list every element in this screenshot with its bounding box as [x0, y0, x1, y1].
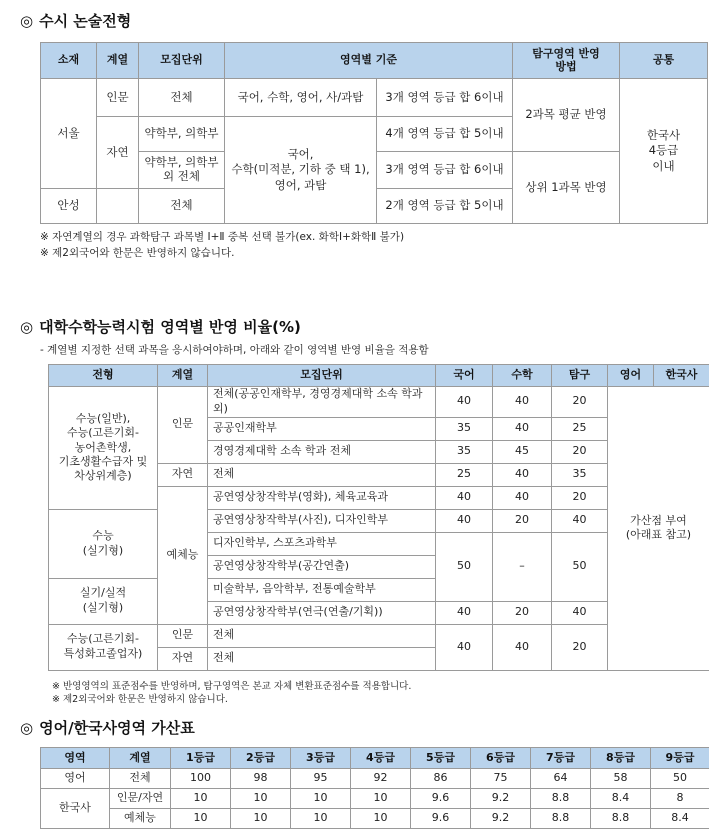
double-circle-icon: ◎	[20, 719, 33, 737]
col-header: 영어	[608, 365, 654, 387]
double-circle-icon: ◎	[20, 318, 33, 336]
unit-cell: 전체	[208, 624, 436, 647]
value-cell: 9.6	[411, 789, 471, 809]
col-header: 영역	[41, 748, 110, 769]
unit-cell: 전체	[139, 79, 225, 117]
section-description: - 계열별 지정한 선택 과목을 응시하여야하며, 아래와 같이 영역별 반영 비율을 적용함	[40, 342, 429, 357]
grade-cell: 2개 영역 등급 합 5이내	[377, 189, 513, 224]
col-header: 전형	[49, 365, 158, 387]
value-cell: 20	[493, 601, 552, 624]
table-row	[41, 769, 709, 789]
unit-cell: 전체	[139, 189, 225, 224]
series-cell: 인문/자연	[110, 789, 171, 809]
value-cell: 50	[651, 769, 709, 789]
table-header-row	[41, 748, 709, 769]
value-cell: 100	[171, 769, 231, 789]
footnote: ※ 반영영역의 표준점수를 반영하며, 탐구영역은 본교 자체 변환표준점수를 적용합니다.	[52, 678, 411, 692]
col-header: 탐구영역 반영 방법	[513, 43, 620, 79]
area-cell: 한국사	[41, 789, 110, 829]
col-header: 8등급	[591, 748, 651, 769]
series-cell: 예체능	[158, 486, 208, 624]
value-cell: 10	[231, 809, 291, 829]
grade-cell: 3개 영역 등급 합 6이내	[377, 152, 513, 189]
table-row	[49, 387, 709, 418]
value-cell: 8.8	[531, 789, 591, 809]
col-header: 계열	[158, 365, 208, 387]
value-cell: 35	[552, 463, 608, 486]
value-cell: 45	[493, 440, 552, 463]
value-cell: 8.4	[591, 789, 651, 809]
col-header: 5등급	[411, 748, 471, 769]
value-cell: 50	[552, 532, 608, 601]
unit-cell: 전체	[208, 463, 436, 486]
criteria-cell: 국어, 수학, 영어, 사/과탐	[225, 79, 377, 117]
unit-cell: 미술학부, 음악학부, 전통예술학부	[208, 578, 436, 601]
col-header: 수학	[493, 365, 552, 387]
col-header: 계열	[97, 43, 139, 79]
unit-cell: 공연영상창작학부(사진), 디자인학부	[208, 509, 436, 532]
value-cell: 8.8	[591, 809, 651, 829]
type-cell: 실기/실적 (실기형)	[49, 578, 158, 624]
value-cell: 10	[351, 789, 411, 809]
value-cell: 95	[291, 769, 351, 789]
series-cell: 예체능	[110, 809, 171, 829]
col-header: 2등급	[231, 748, 291, 769]
value-cell: 98	[231, 769, 291, 789]
col-header: 모집단위	[208, 365, 436, 387]
value-cell: 86	[411, 769, 471, 789]
col-header: 공통	[620, 43, 708, 79]
value-cell: 40	[493, 463, 552, 486]
footnote: ※ 제2외국어와 한문은 반영하지 않습니다.	[40, 245, 234, 260]
col-header: 계열	[110, 748, 171, 769]
value-cell: 20	[552, 624, 608, 670]
criteria-cell: 국어, 수학(미적분, 기하 중 택 1), 영어, 과탐	[225, 117, 377, 224]
value-cell: 20	[552, 486, 608, 509]
col-header: 4등급	[351, 748, 411, 769]
value-cell: 40	[493, 417, 552, 440]
value-cell: 25	[552, 417, 608, 440]
value-cell: 92	[351, 769, 411, 789]
unit-cell: 공연영상창작학부(공간연출)	[208, 555, 436, 578]
value-cell: 35	[436, 440, 493, 463]
col-header: 9등급	[651, 748, 709, 769]
section-title-csat: ◎ 대학수학능력시험 영역별 반영 비율(%)	[20, 316, 301, 337]
section-title-essay: ◎ 수시 논술전형	[20, 10, 131, 31]
value-cell: 40	[552, 509, 608, 532]
series-cell: 전체	[110, 769, 171, 789]
series-cell: 인문	[158, 624, 208, 647]
area-cell: 영어	[41, 769, 110, 789]
double-circle-icon: ◎	[20, 12, 33, 30]
grade-cell: 4개 영역 등급 합 5이내	[377, 117, 513, 152]
unit-cell: 약학부, 의학부 외 전체	[139, 152, 225, 189]
value-cell: 40	[493, 486, 552, 509]
value-cell: 10	[171, 809, 231, 829]
value-cell: 8.4	[651, 809, 709, 829]
location-cell: 안성	[41, 189, 97, 224]
value-cell: 35	[436, 417, 493, 440]
location-cell: 서울	[41, 79, 97, 189]
series-cell: 자연	[158, 647, 208, 670]
unit-cell: 약학부, 의학부	[139, 117, 225, 152]
col-header: 3등급	[291, 748, 351, 769]
value-cell: 40	[436, 509, 493, 532]
unit-cell: 공연영상창작학부(연극(연출/기획))	[208, 601, 436, 624]
col-header: 한국사	[654, 365, 709, 387]
section-title-bonus: ◎ 영어/한국사영역 가산표	[20, 717, 195, 738]
series-cell: 자연	[158, 463, 208, 486]
value-cell: 40	[436, 624, 493, 670]
value-cell: 10	[231, 789, 291, 809]
type-cell: 수능(고른기회- 특성화고졸업자)	[49, 624, 158, 670]
value-cell: 58	[591, 769, 651, 789]
value-cell: 8.8	[531, 809, 591, 829]
value-cell: 40	[493, 624, 552, 670]
value-cell: –	[493, 532, 552, 601]
table-row	[41, 789, 709, 809]
value-cell: 25	[436, 463, 493, 486]
col-header: 국어	[436, 365, 493, 387]
col-header: 영역별 기준	[225, 43, 513, 79]
method-cell: 상위 1과목 반영	[513, 152, 620, 224]
csat-ratio-table	[48, 364, 709, 671]
col-header: 소재	[41, 43, 97, 79]
value-cell: 10	[171, 789, 231, 809]
value-cell: 10	[351, 809, 411, 829]
footnote: ※ 자연계열의 경우 과학탐구 과목별 Ⅰ+Ⅱ 중복 선택 불가(ex. 화학Ⅰ+화학Ⅱ 불가)	[40, 229, 404, 244]
value-cell: 8	[651, 789, 709, 809]
series-cell: 자연	[97, 117, 139, 189]
value-cell: 75	[471, 769, 531, 789]
bonus-cell: 가산점 부여 (아래표 참고)	[608, 387, 709, 671]
value-cell: 40	[436, 387, 493, 418]
value-cell: 20	[552, 387, 608, 418]
bonus-score-table	[40, 747, 709, 829]
series-cell: 인문	[158, 387, 208, 464]
col-header: 7등급	[531, 748, 591, 769]
method-cell: 2과목 평균 반영	[513, 79, 620, 152]
unit-cell: 디자인학부, 스포츠과학부	[208, 532, 436, 555]
unit-cell: 전체	[208, 647, 436, 670]
value-cell: 40	[436, 486, 493, 509]
col-header: 1등급	[171, 748, 231, 769]
series-cell: 인문	[97, 79, 139, 117]
type-cell: 수능 (실기형)	[49, 509, 158, 578]
value-cell: 64	[531, 769, 591, 789]
value-cell: 50	[436, 532, 493, 601]
col-header: 모집단위	[139, 43, 225, 79]
value-cell: 40	[436, 601, 493, 624]
value-cell: 9.2	[471, 789, 531, 809]
value-cell: 9.2	[471, 809, 531, 829]
common-cell: 한국사 4등급 이내	[620, 79, 708, 224]
value-cell: 40	[493, 387, 552, 418]
unit-cell: 공연영상창작학부(영화), 체육교육과	[208, 486, 436, 509]
value-cell: 20	[552, 440, 608, 463]
unit-cell: 공공인재학부	[208, 417, 436, 440]
table-header-row	[49, 365, 709, 387]
table-row	[41, 809, 709, 829]
series-cell	[97, 189, 139, 224]
footnote: ※ 제2외국어와 한문은 반영하지 않습니다.	[52, 691, 228, 705]
table-row	[41, 79, 708, 117]
table-header-row	[41, 43, 708, 79]
value-cell: 20	[493, 509, 552, 532]
value-cell: 10	[291, 809, 351, 829]
col-header: 탐구	[552, 365, 608, 387]
grade-cell: 3개 영역 등급 합 6이내	[377, 79, 513, 117]
unit-cell: 전체(공공인재학부, 경영경제대학 소속 학과 외)	[208, 387, 436, 418]
value-cell: 10	[291, 789, 351, 809]
essay-criteria-table	[40, 42, 708, 224]
type-cell: 수능(일반), 수능(고른기회- 농어촌학생, 기초생활수급자 및 차상위계층)	[49, 387, 158, 510]
value-cell: 9.6	[411, 809, 471, 829]
col-header: 6등급	[471, 748, 531, 769]
value-cell: 40	[552, 601, 608, 624]
unit-cell: 경영경제대학 소속 학과 전체	[208, 440, 436, 463]
